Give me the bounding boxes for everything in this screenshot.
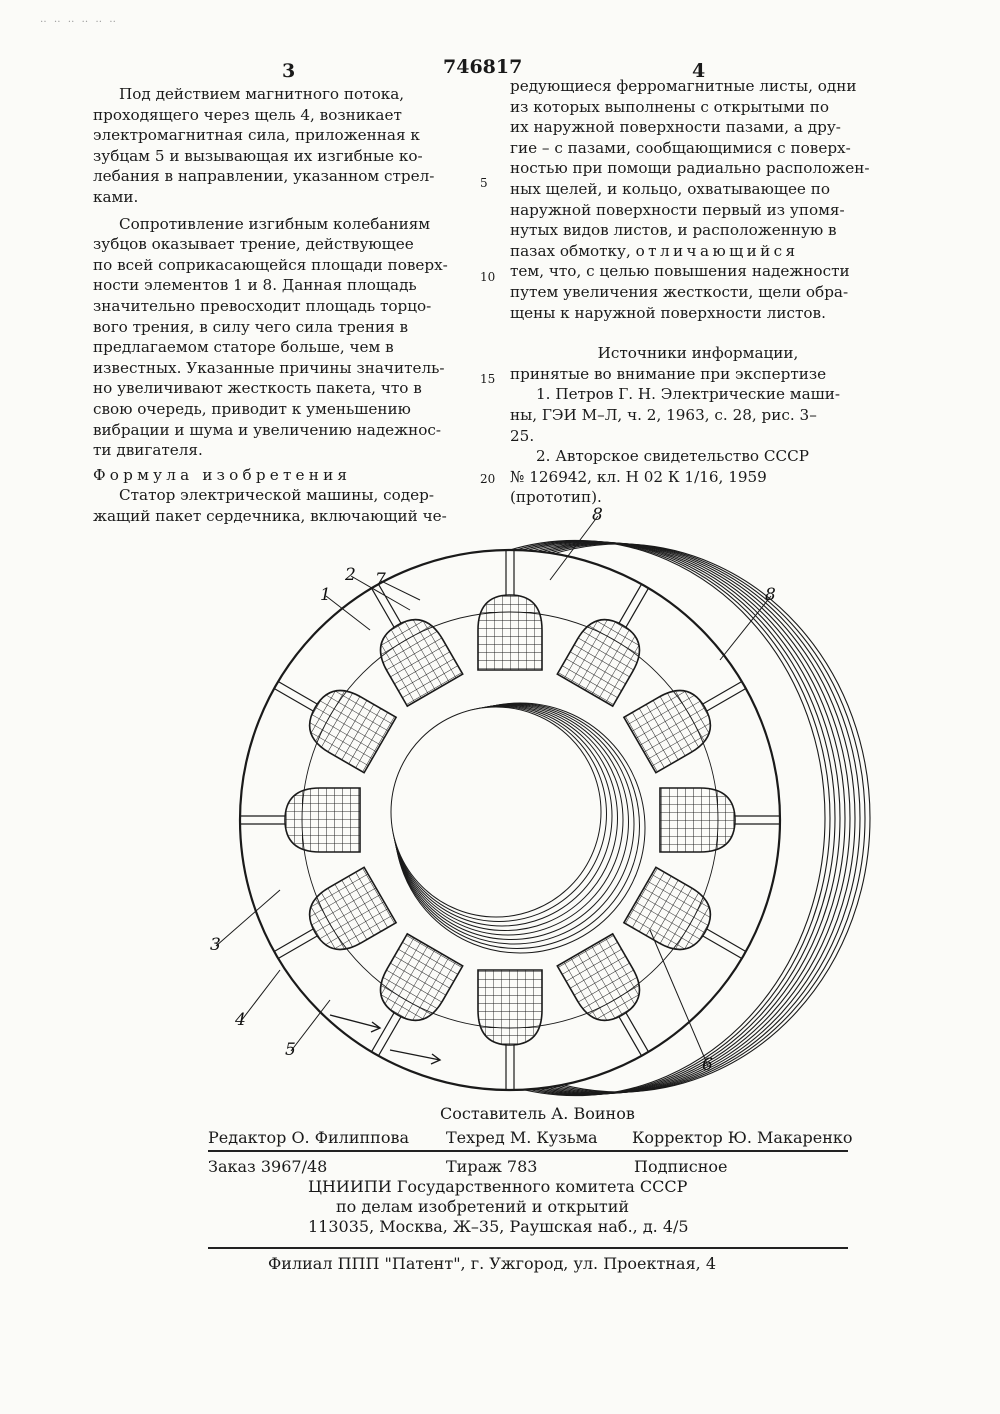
text-line: предлагаемом статоре больше, чем в bbox=[93, 338, 394, 357]
slot-winding bbox=[660, 788, 735, 852]
editor: Редактор О. Филиппова bbox=[208, 1128, 410, 1147]
text-line: редующиеся ферромагнитные листы, одни bbox=[510, 77, 857, 95]
source-2 bbox=[510, 446, 886, 508]
right-text-column bbox=[510, 76, 886, 508]
paragraph-claim-continued bbox=[510, 76, 886, 323]
text-line: лебания в направлении, указанном стрел- bbox=[93, 167, 435, 186]
text-line: № 126942, кл. Н 02 К 1/16, 1959 bbox=[510, 467, 767, 486]
claims-heading: Формула изобретения bbox=[93, 465, 352, 484]
text-line: (прототип). bbox=[510, 488, 602, 507]
callout-label: 6 bbox=[702, 1055, 713, 1075]
line-number: 20 bbox=[480, 472, 496, 486]
left-text-column bbox=[93, 84, 463, 526]
slot-winding bbox=[285, 788, 360, 852]
text-line: известных. Указанные причины значитель- bbox=[93, 358, 445, 377]
sources-subheading: принятые во внимание при экспертизе bbox=[510, 364, 827, 383]
organization-sub: по делам изобретений и открытий bbox=[336, 1197, 630, 1216]
line-number: 15 bbox=[480, 372, 496, 386]
text-line: ти двигателя. bbox=[93, 441, 203, 460]
text-line: по всей соприкасающейся площади поверх- bbox=[93, 255, 448, 274]
text-line: ны, ГЭИ М–Л, ч. 2, 1963, с. 28, рис. 3– bbox=[510, 405, 817, 424]
text-line: зубцов оказывает трение, действующее bbox=[93, 235, 414, 254]
text-line: наружной поверхности первый из упомя- bbox=[510, 200, 845, 219]
callout-label: 3 bbox=[210, 935, 221, 955]
callout-label: 5 bbox=[285, 1040, 296, 1060]
circulation: Тираж 783 bbox=[446, 1157, 538, 1176]
text-line: зубцам 5 и вызывающая их изгибные ко- bbox=[93, 146, 423, 165]
branch: Филиал ППП "Патент", г. Ужгород, ул. Проектная, 4 bbox=[268, 1254, 717, 1273]
text-line: Сопротивление изгибным колебаниям bbox=[119, 214, 431, 233]
compiler: Составитель А. Воинов bbox=[440, 1104, 635, 1123]
text-line: 2. Авторское свидетельство СССР bbox=[536, 447, 809, 466]
text-line: пазах обмотку, bbox=[510, 241, 631, 260]
text-line: нутых видов листов, и расположенную в bbox=[510, 221, 837, 240]
text-line: путем увеличения жесткости, щели обра- bbox=[510, 282, 849, 301]
print-details bbox=[208, 1155, 848, 1245]
callout-leader bbox=[291, 1000, 330, 1051]
text-line: Под действием магнитного потока, bbox=[119, 85, 405, 103]
source-1 bbox=[510, 384, 886, 446]
scan-artifact: ‥ ‥ ‥ ‥ ‥ ‥ bbox=[40, 14, 118, 25]
text-line: из которых выполнены с открытыми по bbox=[510, 97, 830, 116]
text-line: вого трения, в силу чего сила трения в bbox=[93, 317, 409, 336]
stator-drawing-svg bbox=[210, 500, 880, 1090]
callout-label: 8 bbox=[592, 505, 603, 525]
callout-label: 7 bbox=[375, 570, 386, 590]
paragraph-friction bbox=[93, 214, 463, 461]
text-line: значительно превосходит площадь торцо- bbox=[93, 296, 432, 315]
slot-winding bbox=[478, 595, 542, 670]
text-line: их наружной поверхности пазами, а дру- bbox=[510, 118, 841, 137]
sources-heading: Источники информации, bbox=[597, 344, 799, 363]
corrector: Корректор Ю. Макаренко bbox=[632, 1128, 853, 1147]
patent-number: 746817 bbox=[443, 56, 523, 78]
callout-label: 8 bbox=[765, 585, 776, 605]
distinguishing-term: отличающийся bbox=[635, 241, 799, 260]
text-line: Статор электрической машины, содер- bbox=[119, 486, 434, 505]
line-number: 10 bbox=[480, 270, 496, 284]
page-number-left: 3 bbox=[282, 60, 296, 82]
text-line: гие – с пазами, сообщающимися с поверх- bbox=[510, 138, 851, 157]
branch-info bbox=[208, 1252, 848, 1276]
callout-label: 4 bbox=[235, 1010, 246, 1030]
divider bbox=[208, 1247, 848, 1249]
callout-leader bbox=[241, 970, 280, 1021]
callout-label: 2 bbox=[345, 565, 356, 585]
stator-drawing bbox=[210, 500, 880, 1090]
text-line: свою очередь, приводит к уменьшению bbox=[93, 399, 411, 418]
tech-editor: Техред М. Кузьма bbox=[446, 1128, 598, 1147]
text-line: жащий пакет сердечника, включающий че- bbox=[93, 506, 447, 525]
text-line: ками. bbox=[93, 187, 139, 206]
text-line: ных щелей, и кольцо, охватывающее по bbox=[510, 179, 831, 198]
divider bbox=[208, 1150, 848, 1152]
text-line: 25. bbox=[510, 426, 535, 445]
callout-label: 1 bbox=[320, 585, 331, 605]
text-line: ностью при помощи радиально расположен- bbox=[510, 159, 870, 178]
text-line: 1. Петров Г. Н. Электрические маши- bbox=[536, 385, 841, 404]
text-line: проходящего через щель 4, возникает bbox=[93, 105, 402, 124]
address: 113035, Москва, Ж–35, Раушская наб., д. 4/5 bbox=[308, 1217, 689, 1236]
order-number: Заказ 3967/48 bbox=[208, 1157, 328, 1176]
text-line: щены к наружной поверхности листов. bbox=[510, 303, 826, 322]
organization: ЦНИИПИ Государственного комитета СССР bbox=[308, 1177, 688, 1196]
paragraph-magnetic-flux bbox=[93, 84, 463, 208]
text-line: но увеличивают жесткость пакета, что в bbox=[93, 379, 422, 398]
subscription: Подписное bbox=[634, 1157, 728, 1176]
text-line: вибрации и шума и увеличению надежнос- bbox=[93, 420, 442, 439]
text-line: тем, что, с целью повышения надежности bbox=[510, 262, 850, 281]
slot-winding bbox=[478, 970, 542, 1045]
bore-ring bbox=[391, 707, 601, 917]
text-line: ности элементов 1 и 8. Данная площадь bbox=[93, 276, 417, 295]
page-number-right: 4 bbox=[692, 60, 706, 82]
text-line: электромагнитная сила, приложенная к bbox=[93, 126, 420, 145]
line-number: 5 bbox=[480, 176, 488, 190]
